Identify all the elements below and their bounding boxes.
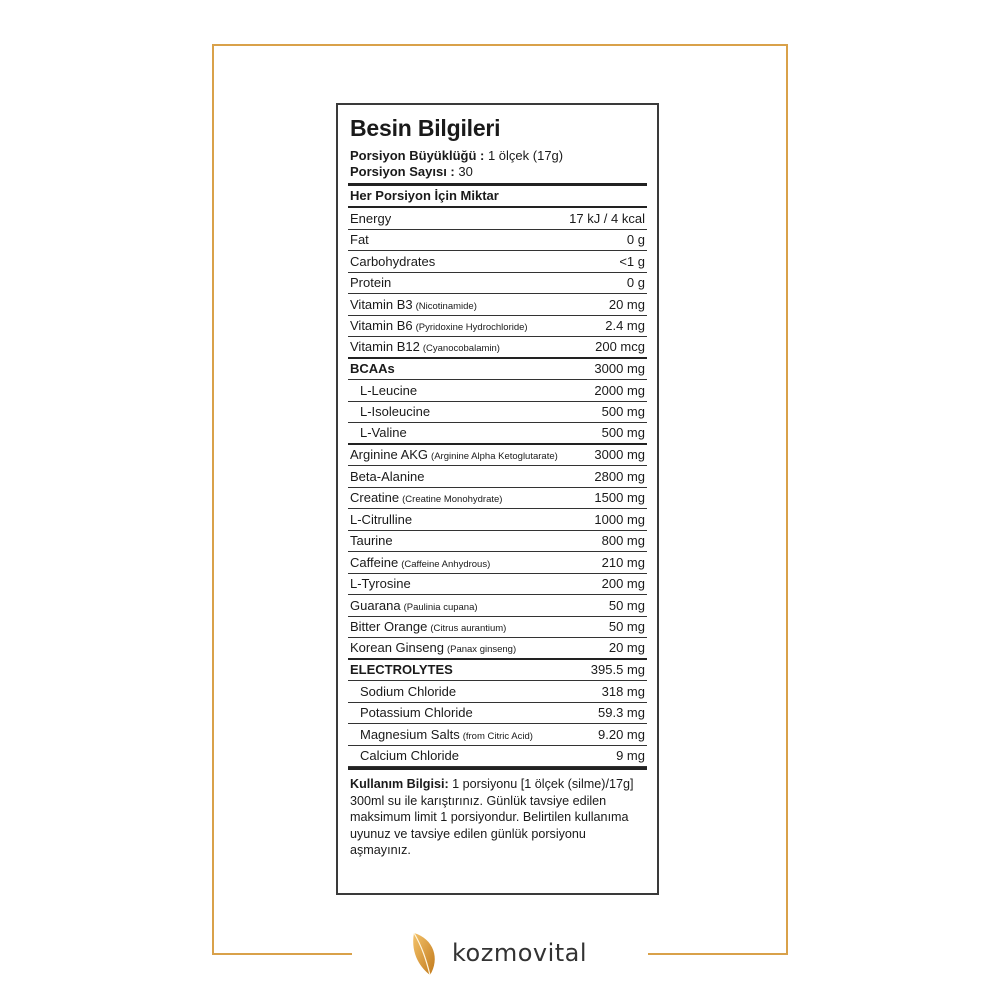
nutrient-name: [350, 383, 417, 398]
nutrient-name: [350, 447, 558, 462]
nutrient-value: 210 mg: [601, 554, 645, 570]
nutrient-row: [348, 552, 647, 574]
nutrient-value: 2.4 mg: [605, 318, 645, 334]
nutrient-name: [350, 705, 473, 720]
nutrient-value: 17 kJ / 4 kcal: [569, 210, 645, 226]
nutrient-label: Magnesium Salts: [360, 726, 460, 742]
nutrient-name: [350, 619, 506, 634]
nutrient-value: 20 mg: [608, 296, 645, 312]
nutrient-row: [348, 703, 647, 725]
nutrient-label: Vitamin B12: [350, 339, 420, 355]
nutrient-row: [348, 724, 647, 746]
nutrient-row: [348, 294, 647, 316]
nutrient-label: L-Isoleucine: [360, 404, 431, 420]
nutrient-value: 50 mg: [608, 597, 645, 613]
nutrient-name: [350, 211, 391, 226]
nutrient-label: Korean Ginseng: [350, 640, 444, 656]
nutrient-name: [350, 512, 412, 527]
frame-bottom-left-border: [212, 953, 352, 955]
nutrient-label: L-Leucine: [360, 382, 418, 398]
nutrient-label: Caffeine: [350, 554, 399, 570]
nutrient-row: [348, 509, 647, 531]
nutrient-value: 200 mcg: [595, 339, 645, 355]
usage-text: 1 porsiyonu [1 ölçek (silme)/17g] 300ml su ile karıştırınız. Günlük tavsiye edilen maksimum limit 1 porsiyondur. Belirtilen kullanıma uyunuz ve tavsiye edilen günlük porsiyonu aşmayınız.: [350, 777, 634, 857]
nutrient-row: [348, 638, 647, 660]
nutrient-name: [350, 598, 478, 613]
nutrient-name: [350, 232, 369, 247]
nutrient-value: 3000 mg: [594, 447, 645, 463]
nutrient-value: 0 g: [626, 275, 645, 291]
nutrient-label: Arginine AKG: [350, 447, 429, 463]
nutrient-name: [350, 662, 453, 677]
nutrient-note: (Creatine Monohydrate): [402, 494, 503, 506]
nutrient-value: 1500 mg: [594, 490, 645, 506]
nutrient-value: 0 g: [626, 232, 645, 248]
nutrient-name: [350, 297, 477, 312]
nutrient-value: 9.20 mg: [598, 726, 645, 742]
frame-left-border: [212, 44, 214, 955]
nutrient-value: 500 mg: [601, 404, 645, 420]
serving-size-label: Porsiyon Büyüklüğü :: [350, 148, 485, 163]
frame-right-border: [786, 44, 788, 955]
nutrient-row: [348, 466, 647, 488]
nutrient-row: [348, 445, 647, 467]
nutrient-label: Calcium Chloride: [360, 748, 459, 764]
nutrient-label: L-Tyrosine: [350, 576, 411, 592]
nutrient-row: [348, 617, 647, 639]
nutrient-value: 2000 mg: [594, 382, 645, 398]
nutrient-note: (Panax ginseng): [446, 644, 517, 656]
nutrient-label: Vitamin B3: [350, 296, 413, 312]
serving-size-line: [348, 148, 647, 164]
nutrient-row: [348, 423, 647, 445]
nutrient-name: [350, 684, 456, 699]
nutrient-row: [348, 273, 647, 295]
nutrient-row: [348, 359, 647, 381]
nutrient-note: (Cyanocobalamin): [422, 343, 500, 355]
nutrient-name: [350, 640, 516, 655]
nutrient-label: BCAAs: [350, 361, 395, 377]
usage-info: [348, 767, 647, 859]
nutrient-row: [348, 402, 647, 424]
nutrient-row: [348, 531, 647, 553]
nutrient-label: Taurine: [350, 533, 393, 549]
servings-value: 30: [458, 164, 473, 179]
nutrient-name: [350, 318, 528, 333]
nutrient-note: (Paulinia cupana): [403, 601, 478, 613]
nutrient-label: Creatine: [350, 490, 400, 506]
nutrient-value: 3000 mg: [594, 361, 645, 377]
nutrient-value: 59.3 mg: [598, 705, 645, 721]
nutrient-value: 500 mg: [601, 425, 645, 441]
nutrient-label: Sodium Chloride: [360, 683, 457, 699]
nutrient-row: [348, 208, 647, 230]
nutrient-name: [350, 425, 407, 440]
nutrient-note: (Nicotinamide): [415, 300, 477, 312]
nutrient-name: [350, 339, 500, 354]
nutrient-name: [350, 490, 502, 505]
nutrient-value: 50 mg: [608, 619, 645, 635]
nutrient-label: Carbohydrates: [350, 253, 436, 269]
per-serving-heading: Her Porsiyon İçin Miktar: [348, 186, 647, 208]
nutrient-row: [348, 595, 647, 617]
nutrient-note: (Citrus aurantium): [430, 623, 507, 635]
leaf-icon: [408, 929, 442, 977]
nutrient-note: (Arginine Alpha Ketoglutarate): [431, 451, 558, 463]
nutrient-label: Fat: [350, 232, 369, 248]
nutrient-name: [350, 555, 490, 570]
nutrient-value: 800 mg: [601, 533, 645, 549]
nutrient-value: 20 mg: [608, 640, 645, 656]
nutrient-name: [350, 533, 393, 548]
nutrient-note: (Pyridoxine Hydrochloride): [415, 322, 528, 334]
brand-logo: [408, 928, 598, 978]
nutrient-table: [348, 208, 647, 767]
nutrient-value: 9 mg: [616, 748, 645, 764]
nutrient-row: [348, 251, 647, 273]
nutrient-name: [350, 576, 411, 591]
nutrient-name: [350, 727, 533, 742]
nutrient-note: (Caffeine Anhydrous): [401, 558, 491, 570]
nutrient-label: Energy: [350, 210, 392, 226]
nutrient-row: [348, 316, 647, 338]
nutrient-name: [350, 404, 430, 419]
nutrient-label: Protein: [350, 275, 392, 291]
nutrient-row: [348, 230, 647, 252]
nutrient-note: (from Citric Acid): [462, 730, 533, 742]
nutrient-row: [348, 488, 647, 510]
nutrient-value: 2800 mg: [594, 468, 645, 484]
serving-size-value: 1 ölçek (17g): [487, 148, 564, 163]
nutrient-row: [348, 660, 647, 682]
nutrient-label: Potassium Chloride: [360, 705, 473, 721]
nutrient-name: [350, 469, 424, 484]
nutrient-label: L-Valine: [360, 425, 407, 441]
nutrient-value: 395.5 mg: [590, 662, 645, 678]
servings-label: Porsiyon Sayısı :: [350, 164, 455, 179]
nutrient-label: Beta-Alanine: [350, 468, 425, 484]
nutrient-label: Guarana: [350, 597, 401, 613]
nutrient-name: [350, 254, 435, 269]
nutrient-row: [348, 681, 647, 703]
nutrient-value: 318 mg: [601, 683, 645, 699]
nutrient-name: [350, 361, 395, 376]
servings-line: [348, 164, 647, 180]
nutrient-label: ELECTROLYTES: [350, 662, 453, 678]
nutrient-row: [348, 746, 647, 768]
nutrient-row: [348, 337, 647, 359]
nutrient-label: Vitamin B6: [350, 318, 413, 334]
nutrient-value: 200 mg: [601, 576, 645, 592]
nutrient-label: Bitter Orange: [350, 619, 428, 635]
usage-label: Kullanım Bilgisi:: [350, 777, 449, 791]
frame-bottom-right-border: [648, 953, 788, 955]
nutrient-row: [348, 574, 647, 596]
nutrient-name: [350, 275, 391, 290]
nutrient-label: L-Citrulline: [350, 511, 413, 527]
nutrition-label: [336, 103, 659, 895]
nutrient-name: [350, 748, 459, 763]
label-title: Besin Bilgileri: [350, 115, 501, 141]
nutrient-value: <1 g: [619, 253, 645, 269]
brand-wordmark: kozmovital: [452, 939, 588, 967]
nutrient-value: 1000 mg: [594, 511, 645, 527]
nutrient-row: [348, 380, 647, 402]
frame-top-border: [212, 44, 788, 46]
